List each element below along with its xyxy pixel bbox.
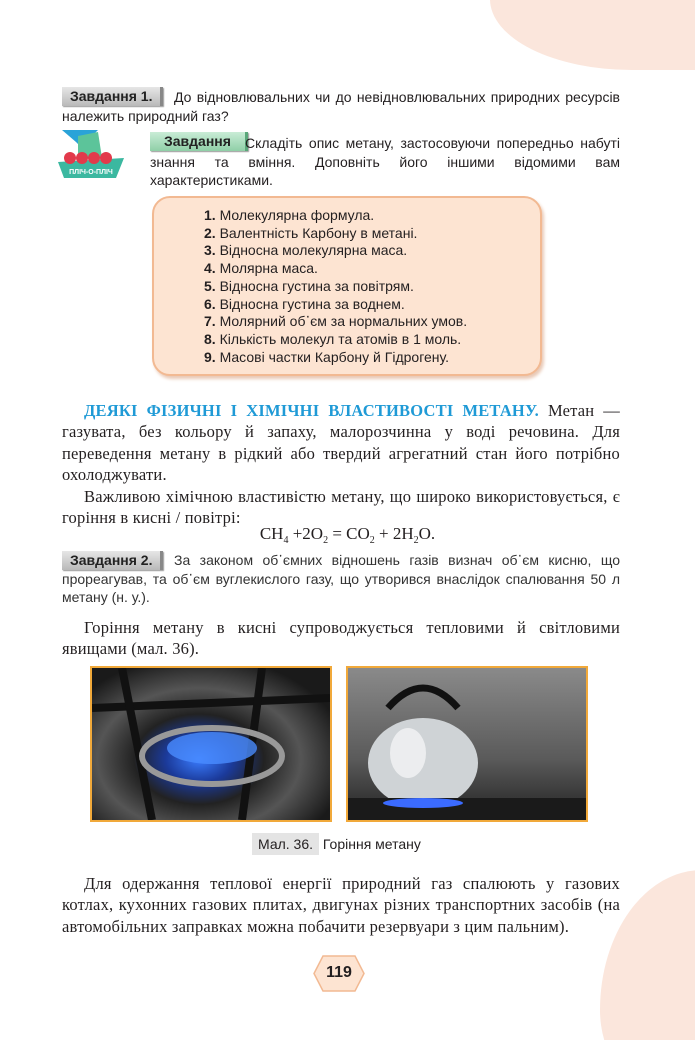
list-item [204,225,467,243]
pair-task-text: Складіть опис метану, застосовуючи попередньо набуті знання та вміння. Доповніть його іншими відомими вам характеристиками. [150,135,620,188]
caption-label: Мал. 36. [252,833,319,855]
item-number: 4. [204,260,216,277]
item-number: 8. [204,330,216,347]
item-number: 5. [204,277,216,294]
section-paragraph [62,400,620,486]
list-item [204,278,467,296]
photo-gas-burner [90,666,332,822]
item-number: 6. [204,295,216,312]
list-item [204,349,467,367]
pair-task-label: Завдання [150,132,248,151]
caption-text: Горіння метану [322,836,421,852]
task1-text: До відновлювальних чи до невідновлювальних природних ресурсів належить природний газ? [62,89,620,124]
paragraph-phenomena: Горіння метану в кисні супроводжується тепловими й світловими явищами (мал. 36). [62,618,620,659]
section-text: Метан — газувата, без кольору й запаху, малорозчинна у воді речовина. Для переведення метану в рідкий або твердий агрегатний стан його потрібно охолоджувати. [62,401,620,485]
task1-label: Завдання 1. [62,87,163,106]
combustion-formula: $CH_4 +2O_2 = CO_2 + 2H_2O$. [259,524,436,546]
list-item [204,242,467,260]
list-item [204,207,467,225]
item-text: Валентність Карбону в метані. [219,224,418,241]
task2-text: За законом об᾽ємних відношень газів визнач об᾽єм кисню, що прореагував, та об᾽єм вуглекислого газу, що утворився внаслідок спалювання 50 л метану (н. у.). [62,552,620,605]
item-text: Молекулярна формула. [219,207,375,223]
item-text: Молярний об᾽єм за нормальних умов. [219,313,468,330]
item-text: Молярна маса. [219,260,318,277]
list-item [204,313,467,331]
characteristics-list [204,207,467,366]
section-heading: ДЕЯКІ ФІЗИЧНІ І ХІМІЧНІ ВЛАСТИВОСТІ МЕТАНУ. [84,401,539,420]
figure-caption [252,836,421,852]
photo-kettle [346,666,588,822]
item-number: 1. [204,207,216,223]
svg-text:ПЛІЧ-О-ПЛІЧ: ПЛІЧ-О-ПЛІЧ [69,169,113,176]
characteristics-box [152,196,542,376]
page-number-badge [313,955,365,992]
paragraph-usage: Для одержання теплової енергії природний газ спалюють у газових котлах, кухонних газових плитах, двигунах різних транспортних засобів (на автомобільних заправках можна побачити резервуари з цим пальним). [62,874,620,936]
item-text: Відносна молекулярна маса. [219,242,408,259]
item-number: 9. [204,348,216,365]
item-number: 2. [204,224,216,241]
item-number: 3. [204,242,216,259]
page-number: 119 [326,964,352,981]
item-text: Відносна густина за повітрям. [219,277,414,294]
pair-work-logo [58,128,124,180]
list-item [204,331,467,349]
pair-work-icon [58,128,124,180]
item-text: Масові частки Карбону й Гідрогену. [219,348,449,365]
decor-blob-top [490,0,695,70]
paragraph-combustion: Важливою хімічною властивістю метану, що широко використовується, є горіння в кисні / повітрі: [62,487,620,528]
item-text: Кількість молекул та атомів в 1 моль. [219,330,462,347]
task2-label: Завдання 2. [62,551,163,570]
item-text: Відносна густина за воднем. [219,295,405,312]
item-number: 7. [204,313,216,330]
list-item [204,260,467,278]
list-item [204,296,467,314]
